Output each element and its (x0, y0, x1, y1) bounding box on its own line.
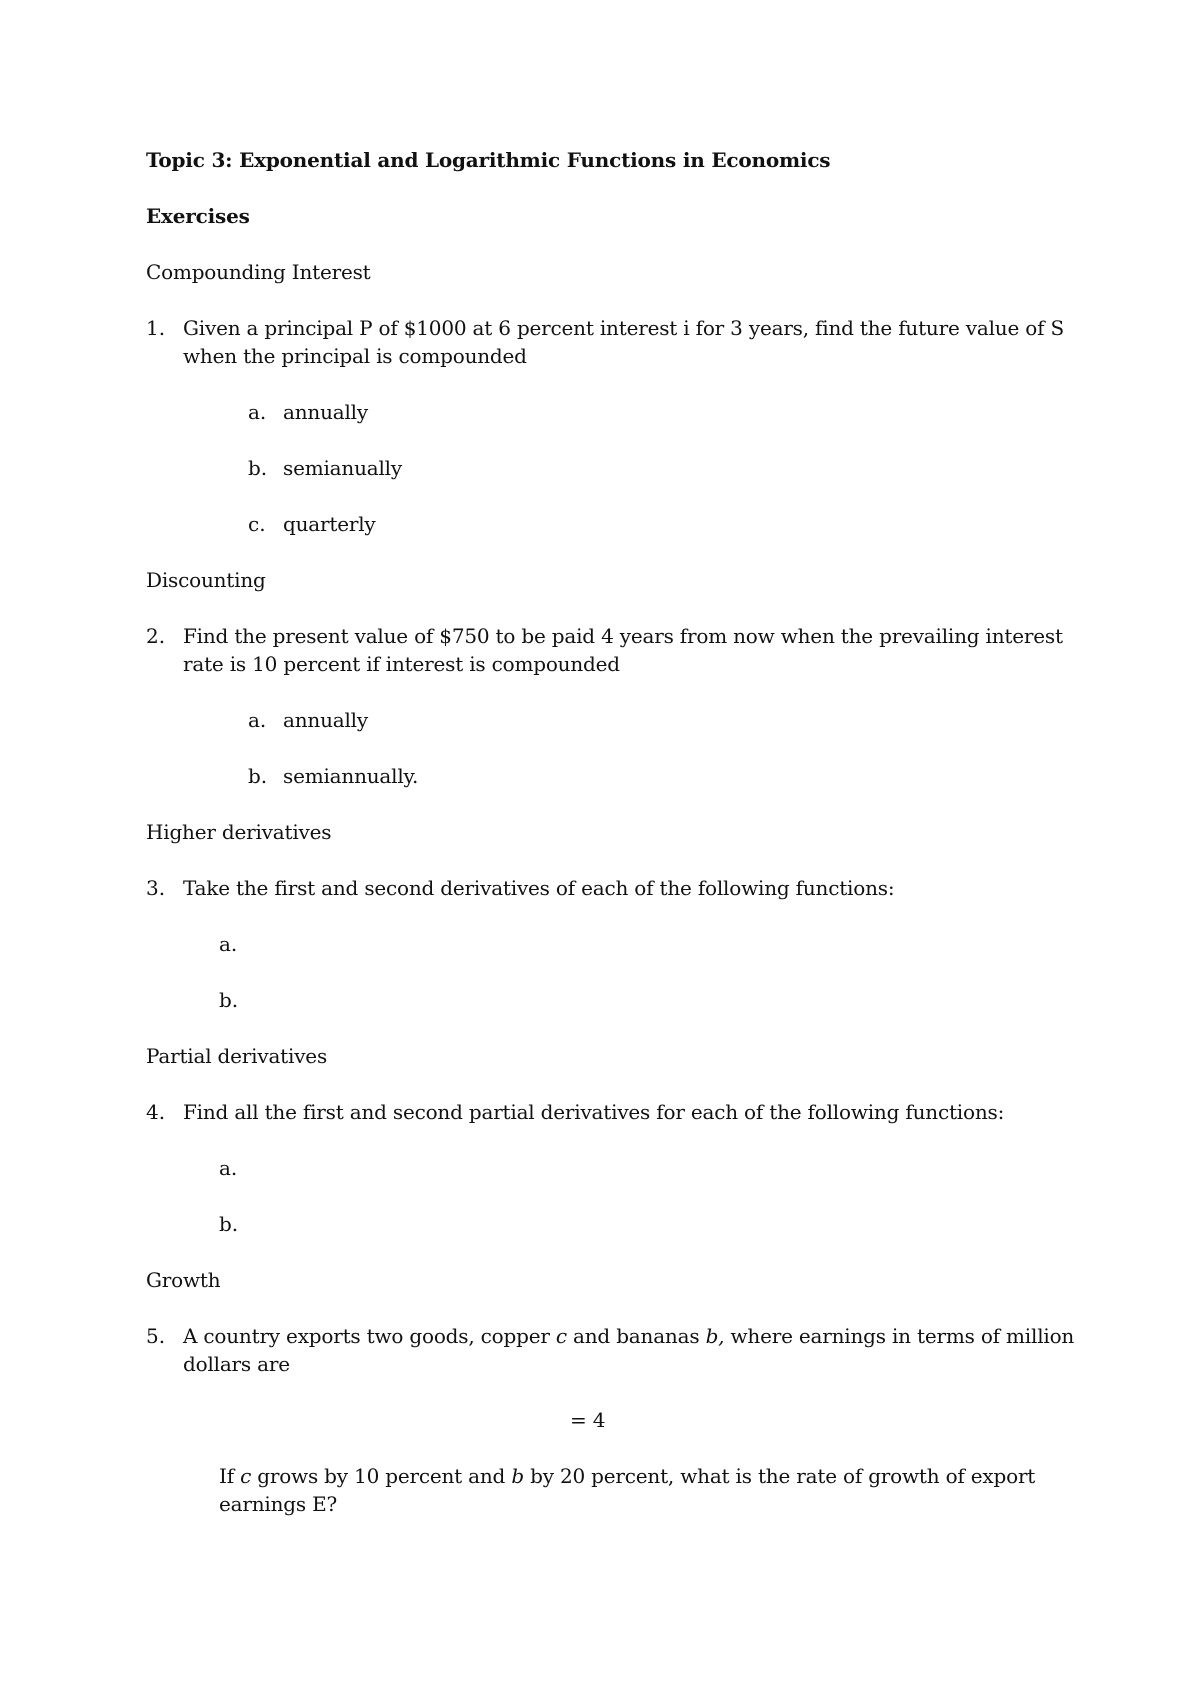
q5-followup-line-2: earnings E? (219, 1492, 338, 1516)
question-number-4: 4. (146, 1100, 166, 1124)
q2-item-a-letter: a. (248, 708, 267, 732)
question-number-3: 3. (146, 876, 166, 900)
q5-follow-var-c: c (240, 1464, 252, 1488)
question-5-line-1 (183, 1322, 1074, 1350)
q1-item-a-text: annually (283, 400, 368, 424)
q5-var-b: b, (705, 1324, 725, 1348)
question-5-line-2: dollars are (183, 1352, 290, 1376)
q3-item-b-letter: b. (219, 988, 239, 1012)
q2-item-b-text: semiannually. (283, 764, 419, 788)
question-3-line-1: Take the first and second derivatives of each of the following functions: (183, 876, 895, 900)
q5-follow-var-b: b (511, 1464, 524, 1488)
question-1-line-1: Given a principal P of $1000 at 6 percent interest i for 3 years, find the future value of S (183, 316, 1064, 340)
q4-item-a-letter: a. (219, 1156, 238, 1180)
q5-follow-text-c: by 20 percent, what is the rate of growth of export (523, 1464, 1036, 1488)
question-2-line-1: Find the present value of $750 to be paid 4 years from now when the prevailing interest (183, 624, 1063, 648)
q5-followup-line-1 (219, 1462, 1035, 1490)
q5-text-b: and bananas (566, 1324, 706, 1348)
question-2-line-2: rate is 10 percent if interest is compounded (183, 652, 620, 676)
exercises-heading: Exercises (146, 204, 250, 228)
q1-item-b-letter: b. (248, 456, 268, 480)
q5-follow-text-b: grows by 10 percent and (251, 1464, 512, 1488)
q4-item-b-letter: b. (219, 1212, 239, 1236)
question-number-2: 2. (146, 624, 166, 648)
page-title: Topic 3: Exponential and Logarithmic Functions in Economics (146, 148, 831, 172)
section-heading-growth: Growth (146, 1268, 221, 1292)
section-heading-discounting: Discounting (146, 568, 266, 592)
section-heading-partial-derivatives: Partial derivatives (146, 1044, 328, 1068)
q3-item-a-letter: a. (219, 932, 238, 956)
q1-item-a-letter: a. (248, 400, 267, 424)
section-heading-compounding: Compounding Interest (146, 260, 371, 284)
question-1-line-2: when the principal is compounded (183, 344, 527, 368)
question-number-1: 1. (146, 316, 166, 340)
q5-follow-text-a: If (219, 1464, 241, 1488)
question-4-line-1: Find all the first and second partial derivatives for each of the following functions: (183, 1100, 1005, 1124)
q1-item-b-text: semianually (283, 456, 402, 480)
q5-text-c: where earnings in terms of million (724, 1324, 1075, 1348)
q5-text-a: A country exports two goods, copper (183, 1324, 556, 1348)
question-number-5: 5. (146, 1324, 166, 1348)
q5-equation: = 4 (570, 1408, 606, 1432)
q2-item-b-letter: b. (248, 764, 268, 788)
q1-item-c-text: quarterly (283, 512, 376, 536)
q2-item-a-text: annually (283, 708, 368, 732)
q1-item-c-letter: c. (248, 512, 266, 536)
q5-var-c: c (555, 1324, 567, 1348)
section-heading-higher-derivatives: Higher derivatives (146, 820, 332, 844)
